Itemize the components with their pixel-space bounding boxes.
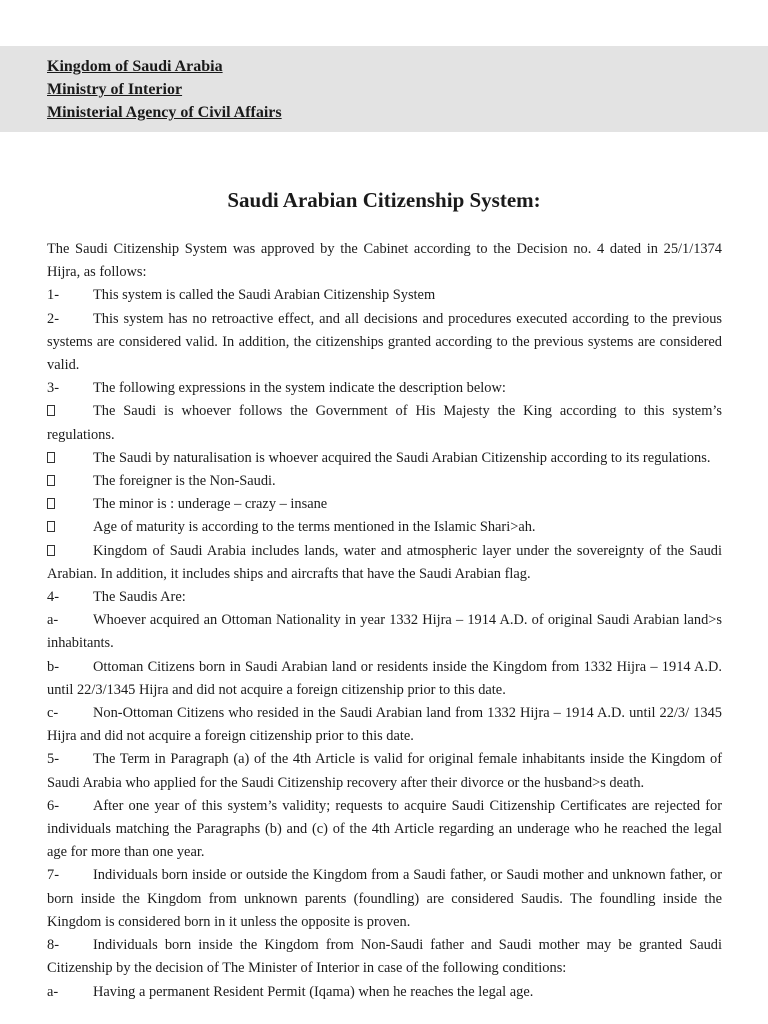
paragraph-text: The following expressions in the system indicate the description below: <box>93 380 506 397</box>
sub-item <box>47 609 722 655</box>
definition-item <box>47 540 722 586</box>
paragraph-text: The Saudi Citizenship System was approved by the Cabinet according to the Decision no. 4 dated in 25/1/1374 Hijra, as follows: <box>47 241 722 281</box>
document-title: Saudi Arabian Citizenship System: <box>227 188 541 212</box>
paragraph-text: Ottoman Citizens born in Saudi Arabian land or residents inside the Kingdom from 1332 Hijra – 1914 A.D. until 22/3/1345 Hijra and did not acquire a foreign citizenship prior to this date. <box>47 658 722 698</box>
box-bullet-icon <box>47 521 55 532</box>
paragraph-text: The foreigner is the Non-Saudi. <box>93 473 276 490</box>
item-number: 4- <box>47 589 59 606</box>
paragraph-text: The Term in Paragraph (a) of the 4th Article is valid for original female inhabitants inside the Kingdom of Saudi Arabia who applied for the Saudi Citizenship recovery after their divorce or the husband>s death. <box>47 751 722 791</box>
box-bullet-icon <box>47 475 55 486</box>
box-bullet-icon <box>47 405 55 416</box>
intro-paragraph <box>47 238 722 284</box>
definition-item <box>47 400 722 446</box>
sub-item <box>47 702 722 748</box>
kingdom-name: Kingdom of Saudi Arabia <box>47 58 223 75</box>
definition-item <box>47 470 722 493</box>
item-letter: a- <box>47 612 59 629</box>
article-3 <box>47 377 722 400</box>
item-letter: c- <box>47 705 59 722</box>
item-number: 8- <box>47 937 59 954</box>
sub-item <box>47 981 722 1004</box>
article-2 <box>47 308 722 378</box>
item-number: 1- <box>47 287 59 304</box>
paragraph-text: The minor is : underage – crazy – insane <box>93 496 328 513</box>
article-5 <box>47 748 722 794</box>
paragraph-text: Individuals born inside or outside the Kingdom from a Saudi father, or Saudi mother and unknown father, or born inside the Kingdom from unknown parents (foundling) are considered Saudis. The foundling inside the Kingdom is considered born in it unless the opposite is proven. <box>47 867 722 930</box>
article-8 <box>47 934 722 980</box>
paragraph-text: Having a permanent Resident Permit (Iqama) when he reaches the legal age. <box>93 983 534 1000</box>
item-number: 7- <box>47 867 59 884</box>
article-7 <box>47 864 722 934</box>
paragraph-text: Individuals born inside the Kingdom from Non-Saudi father and Saudi mother may be granted Saudi Citizenship by the decision of The Minister of Interior in case of the following conditions: <box>47 937 722 977</box>
article-1 <box>47 284 722 307</box>
item-number: 3- <box>47 380 59 397</box>
paragraph-text: The Saudi is whoever follows the Government of His Majesty the King according to this system’s regulations. <box>47 403 722 443</box>
paragraph-text: Age of maturity is according to the terms mentioned in the Islamic Shari>ah. <box>93 519 536 536</box>
paragraph-text: This system is called the Saudi Arabian Citizenship System <box>93 287 436 304</box>
paragraph-text: The Saudi by naturalisation is whoever acquired the Saudi Arabian Citizenship according to its regulations. <box>93 449 711 466</box>
paragraph-text: Whoever acquired an Ottoman Nationality in year 1332 Hijra – 1914 A.D. of original Saudi Arabian land>s inhabitants. <box>47 612 722 652</box>
definition-item <box>47 516 722 539</box>
definition-item <box>47 493 722 516</box>
agency-name: Ministerial Agency of Civil Affairs <box>47 104 282 121</box>
document-body <box>47 238 722 1004</box>
paragraph-text: Kingdom of Saudi Arabia includes lands, water and atmospheric layer under the sovereignty of the Saudi Arabian. In addition, it includes ships and aircrafts that have the Saudi Arabian flag. <box>47 542 722 582</box>
item-letter: a- <box>47 983 59 1000</box>
paragraph-text: This system has no retroactive effect, and all decisions and procedures executed according to the previous systems are considered valid. In addition, the citizenships granted according to the previous systems are considered valid. <box>47 310 722 374</box>
paragraph-text: After one year of this system’s validity; requests to acquire Saudi Citizenship Certificates are rejected for individuals matching the Paragraphs (b) and (c) of the 4th Article regarding an underage who he reached the legal age for more than one year. <box>47 797 722 861</box>
paragraph-text: Non-Ottoman Citizens who resided in the Saudi Arabian land from 1332 Hijra – 1914 A.D. until 22/3/ 1345 Hijra and did not acquire a foreign citizenship prior to this date. <box>47 705 722 745</box>
box-bullet-icon <box>47 545 55 556</box>
letterhead <box>47 55 282 124</box>
box-bullet-icon <box>47 452 55 463</box>
paragraph-text: The Saudis Are: <box>93 589 186 606</box>
article-6 <box>47 795 722 865</box>
item-letter: b- <box>47 658 59 675</box>
definition-item <box>47 447 722 470</box>
item-number: 2- <box>47 310 59 327</box>
sub-item <box>47 656 722 702</box>
item-number: 5- <box>47 751 59 768</box>
article-4 <box>47 586 722 609</box>
ministry-name: Ministry of Interior <box>47 81 183 98</box>
item-number: 6- <box>47 797 59 814</box>
box-bullet-icon <box>47 498 55 509</box>
